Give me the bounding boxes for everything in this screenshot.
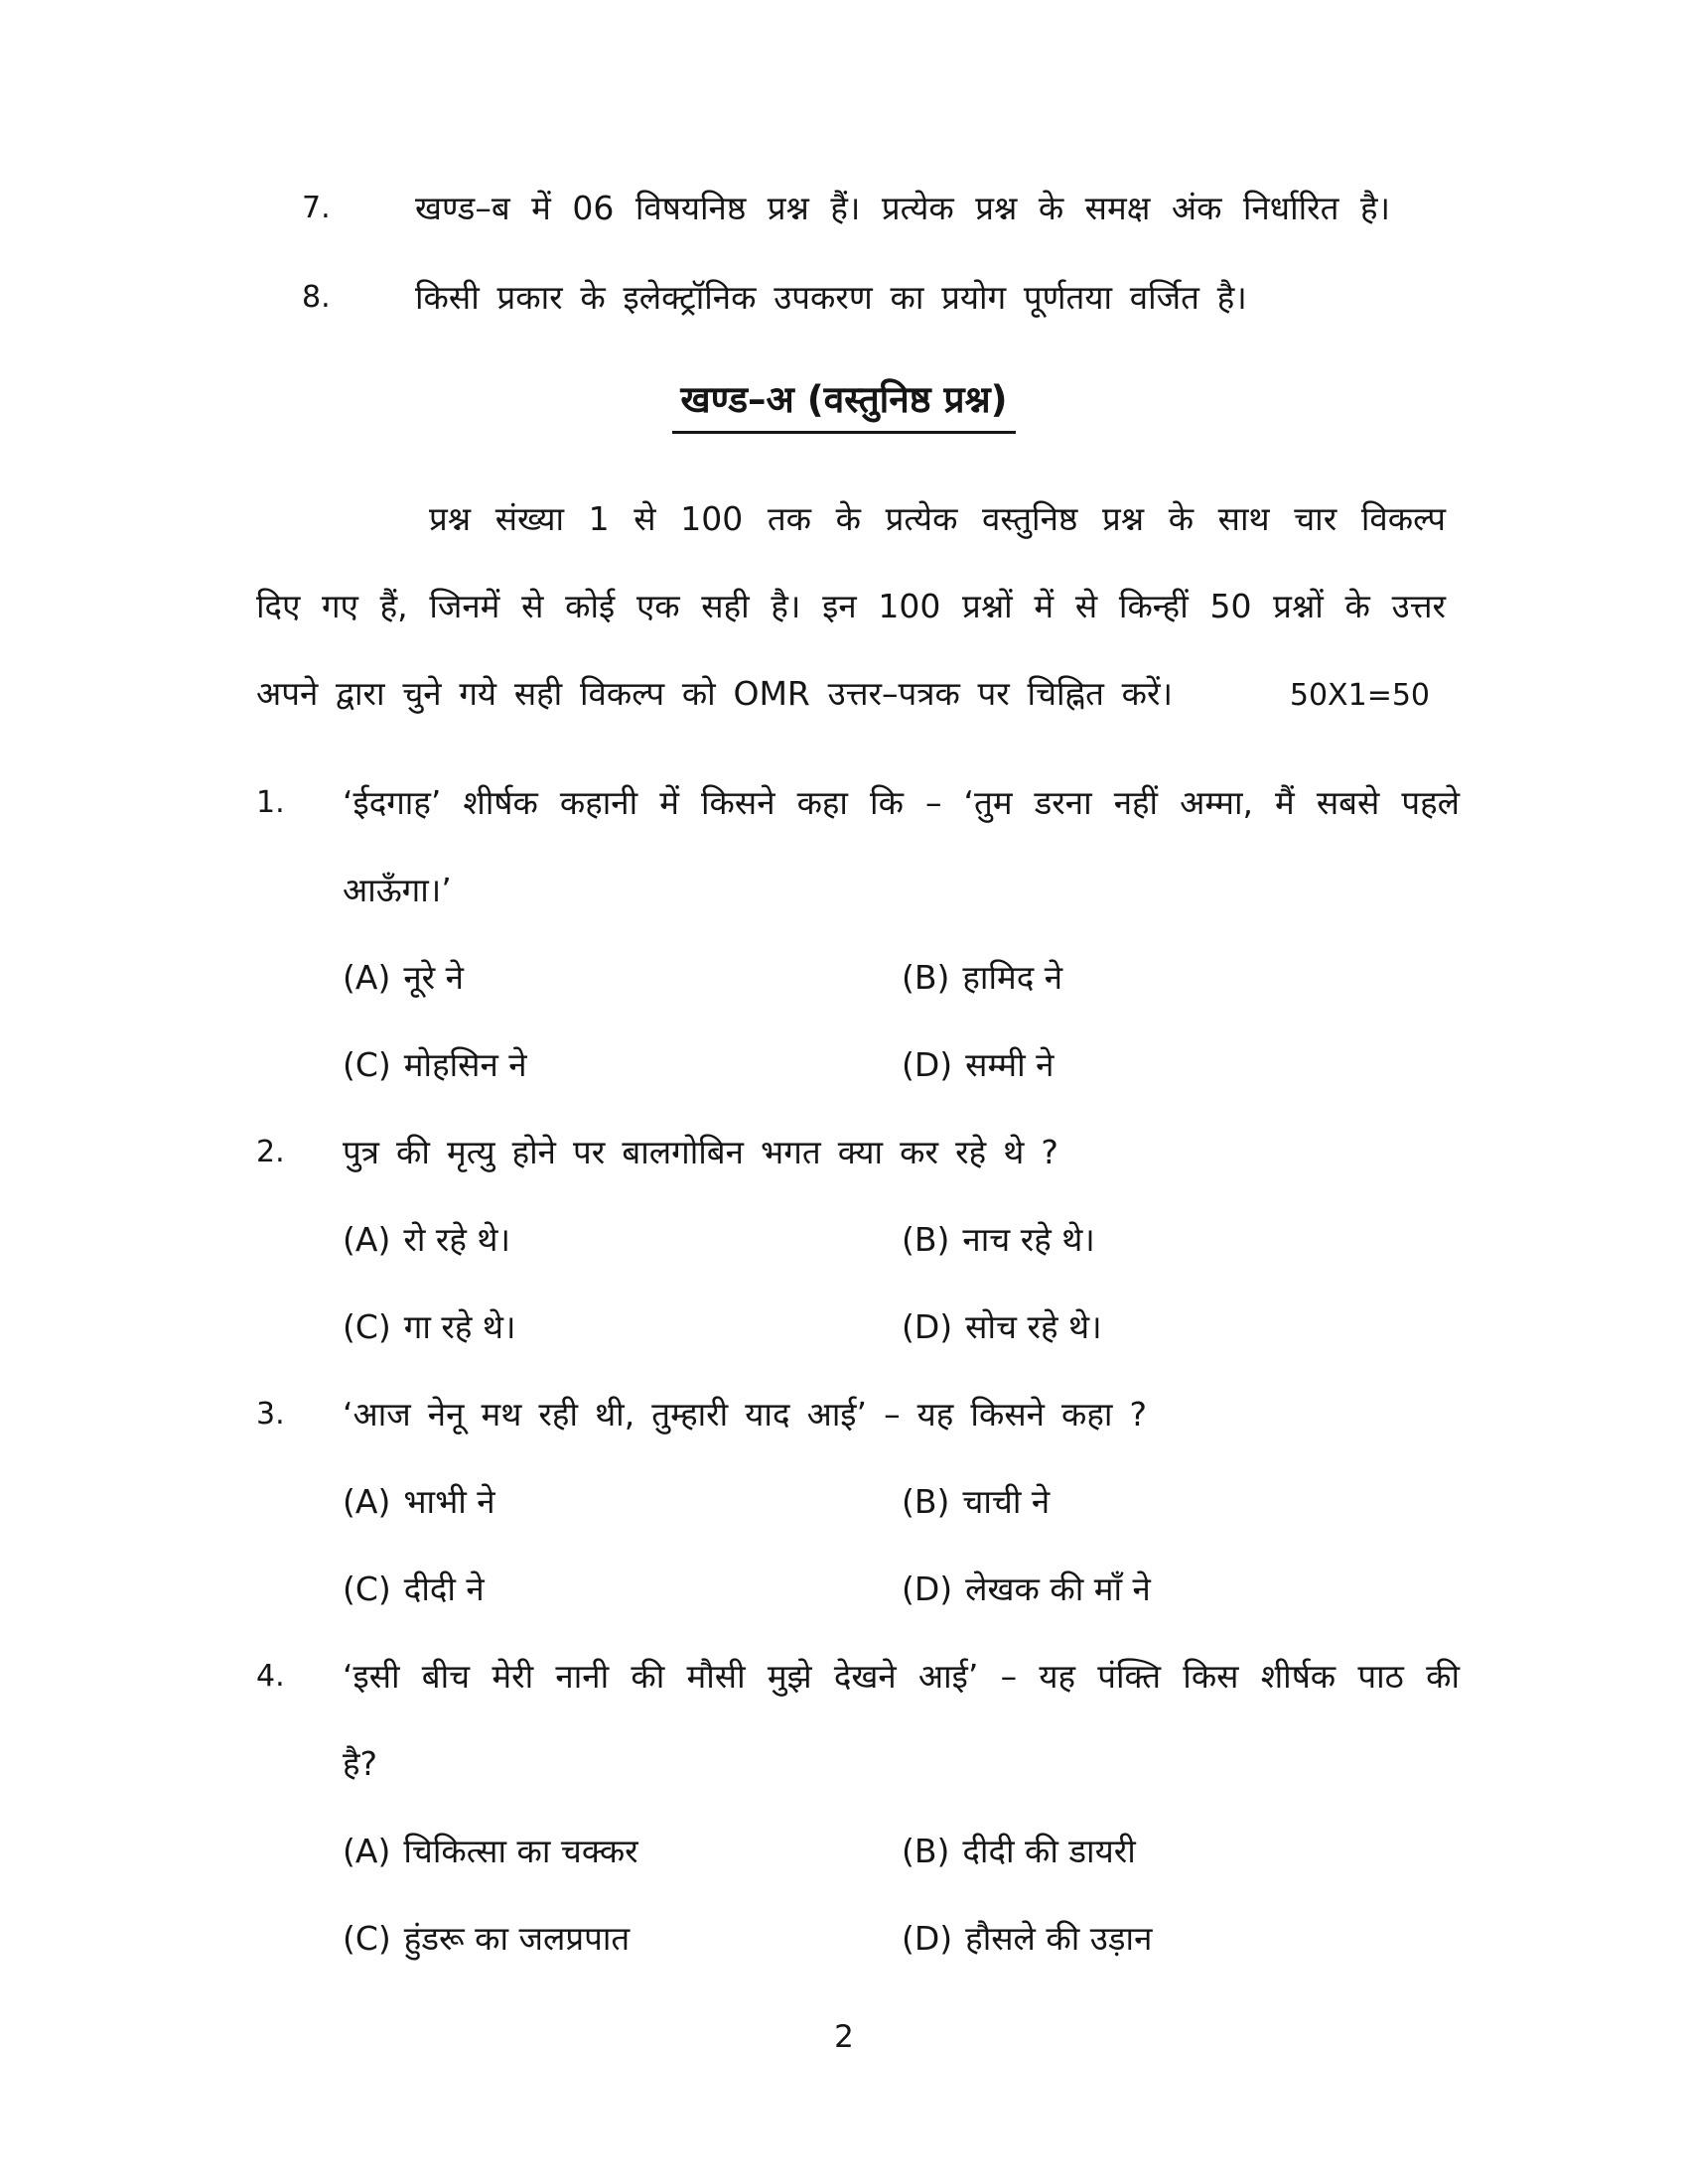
question-list <box>0 759 1688 1982</box>
option-label: (A) <box>343 958 391 997</box>
instruction-text: किसी प्रकार के इलेक्ट्रॉनिक उपकरण का प्रयोग पूर्णतया वर्जित है। <box>415 278 1247 317</box>
option-text: लेखक की माँ ने <box>965 1570 1151 1608</box>
option-item <box>902 1022 1460 1109</box>
question-line: पुत्र की मृत्यु होने पर बालगोबिन भगत क्या कर रहे थे ? <box>343 1133 1058 1171</box>
option-text: मोहसिन ने <box>403 1045 527 1084</box>
option-text: रो रहे थे। <box>403 1220 510 1259</box>
option-text: हुंडरू का जलप्रपात <box>403 1919 631 1958</box>
option-text: दीदी ने <box>403 1570 485 1608</box>
option-text: सम्मी ने <box>965 1045 1055 1084</box>
marks-value: 50X1=50 <box>1289 678 1430 713</box>
question-body <box>343 1633 1460 1982</box>
section-heading: खण्ड–अ (वस्तुनिष्ठ प्रश्न) <box>672 376 1015 434</box>
option-item <box>343 1196 902 1284</box>
option-row <box>343 1196 1460 1284</box>
intro-paragraph <box>256 476 1446 740</box>
question-item <box>256 1633 1460 1982</box>
option-text: हौसले की उड़ान <box>965 1919 1153 1958</box>
option-text: चाची ने <box>962 1482 1051 1521</box>
question-line: है? <box>343 1744 378 1783</box>
question-line: ‘आज नेनू मथ रही थी, तुम्हारी याद आई’ – यह किसने कहा ? <box>343 1395 1148 1433</box>
option-text: दीदी की डायरी <box>962 1832 1136 1870</box>
page-number: 2 <box>834 2019 854 2055</box>
option-item <box>343 1458 902 1546</box>
option-row <box>343 1284 1460 1371</box>
option-row <box>343 1022 1460 1109</box>
option-label: (B) <box>902 1832 950 1870</box>
intro-line-last <box>256 650 1446 740</box>
option-item <box>902 1284 1460 1371</box>
option-item <box>902 1808 1460 1895</box>
instruction-number: 8. <box>302 280 331 315</box>
option-text: सोच रहे थे। <box>965 1307 1102 1346</box>
option-text: चिकित्सा का चक्कर <box>403 1832 638 1870</box>
question-item <box>256 1109 1460 1371</box>
question-line: ‘इसी बीच मेरी नानी की मौसी मुझे देखने आई’ – यह पंक्ति किस शीर्षक पाठ की <box>343 1657 1460 1696</box>
intro-line: प्रश्न संख्या 1 से 100 तक के प्रत्येक वस्तुनिष्ठ प्रश्न के साथ चार विकल्प <box>429 499 1446 538</box>
option-label: (C) <box>343 1919 391 1958</box>
section-heading-row <box>0 362 1688 452</box>
question-line: आऊँगा।’ <box>343 871 452 909</box>
question-line: ‘ईदगाह’ शीर्षक कहानी में किसने कहा कि – ‘तुम डरना नहीं अम्मा, मैं सबसे पहले <box>343 783 1460 822</box>
option-row <box>343 1895 1460 1982</box>
option-label: (B) <box>902 1220 950 1259</box>
option-row <box>343 1458 1460 1546</box>
option-item <box>343 1284 902 1371</box>
option-text: हामिद ने <box>962 958 1063 997</box>
option-item <box>902 1546 1460 1633</box>
option-text: नूरे ने <box>403 958 464 997</box>
option-text: भाभी ने <box>403 1482 495 1521</box>
question-number: 1. <box>256 785 285 820</box>
question-number: 3. <box>256 1397 285 1432</box>
option-text: गा रहे थे। <box>403 1307 516 1346</box>
instruction-text: खण्ड–ब में 06 विषयनिष्ठ प्रश्न हैं। प्रत्येक प्रश्न के समक्ष अंक निर्धारित है। <box>415 189 1390 227</box>
option-label: (D) <box>902 1919 953 1958</box>
intro-line: अपने द्वारा चुने गये सही विकल्प को OMR उत्तर–पत्रक पर चिह्नित करें। <box>256 674 1174 713</box>
option-label: (D) <box>902 1307 953 1346</box>
question-body <box>343 1109 1460 1371</box>
question-number: 4. <box>256 1659 285 1694</box>
option-item <box>343 1022 902 1109</box>
question-number: 2. <box>256 1135 285 1169</box>
option-item <box>343 1546 902 1633</box>
option-item <box>343 1895 902 1982</box>
instruction-item <box>302 164 1446 253</box>
instruction-number: 7. <box>302 191 331 225</box>
option-item <box>902 1458 1460 1546</box>
option-item <box>343 934 902 1022</box>
instruction-item <box>302 253 1446 342</box>
option-label: (D) <box>902 1570 953 1608</box>
option-label: (A) <box>343 1832 391 1870</box>
intro-line: दिए गए हैं, जिनमें से कोई एक सही है। इन 100 प्रश्नों में से किन्हीं 50 प्रश्नों के उत्तर <box>256 587 1446 625</box>
option-item <box>902 1196 1460 1284</box>
option-label: (C) <box>343 1307 391 1346</box>
option-label: (A) <box>343 1220 391 1259</box>
option-label: (D) <box>902 1045 953 1084</box>
option-label: (B) <box>902 1482 950 1521</box>
question-item <box>256 759 1460 1109</box>
question-body <box>343 759 1460 1109</box>
option-label: (C) <box>343 1570 391 1608</box>
option-label: (B) <box>902 958 950 997</box>
option-row <box>343 1546 1460 1633</box>
option-row <box>343 934 1460 1022</box>
option-item <box>343 1808 902 1895</box>
question-item <box>256 1371 1460 1633</box>
option-text: नाच रहे थे। <box>962 1220 1095 1259</box>
option-row <box>343 1808 1460 1895</box>
option-item <box>902 1895 1460 1982</box>
option-item <box>902 934 1460 1022</box>
question-body <box>343 1371 1460 1633</box>
option-label: (A) <box>343 1482 391 1521</box>
option-label: (C) <box>343 1045 391 1084</box>
